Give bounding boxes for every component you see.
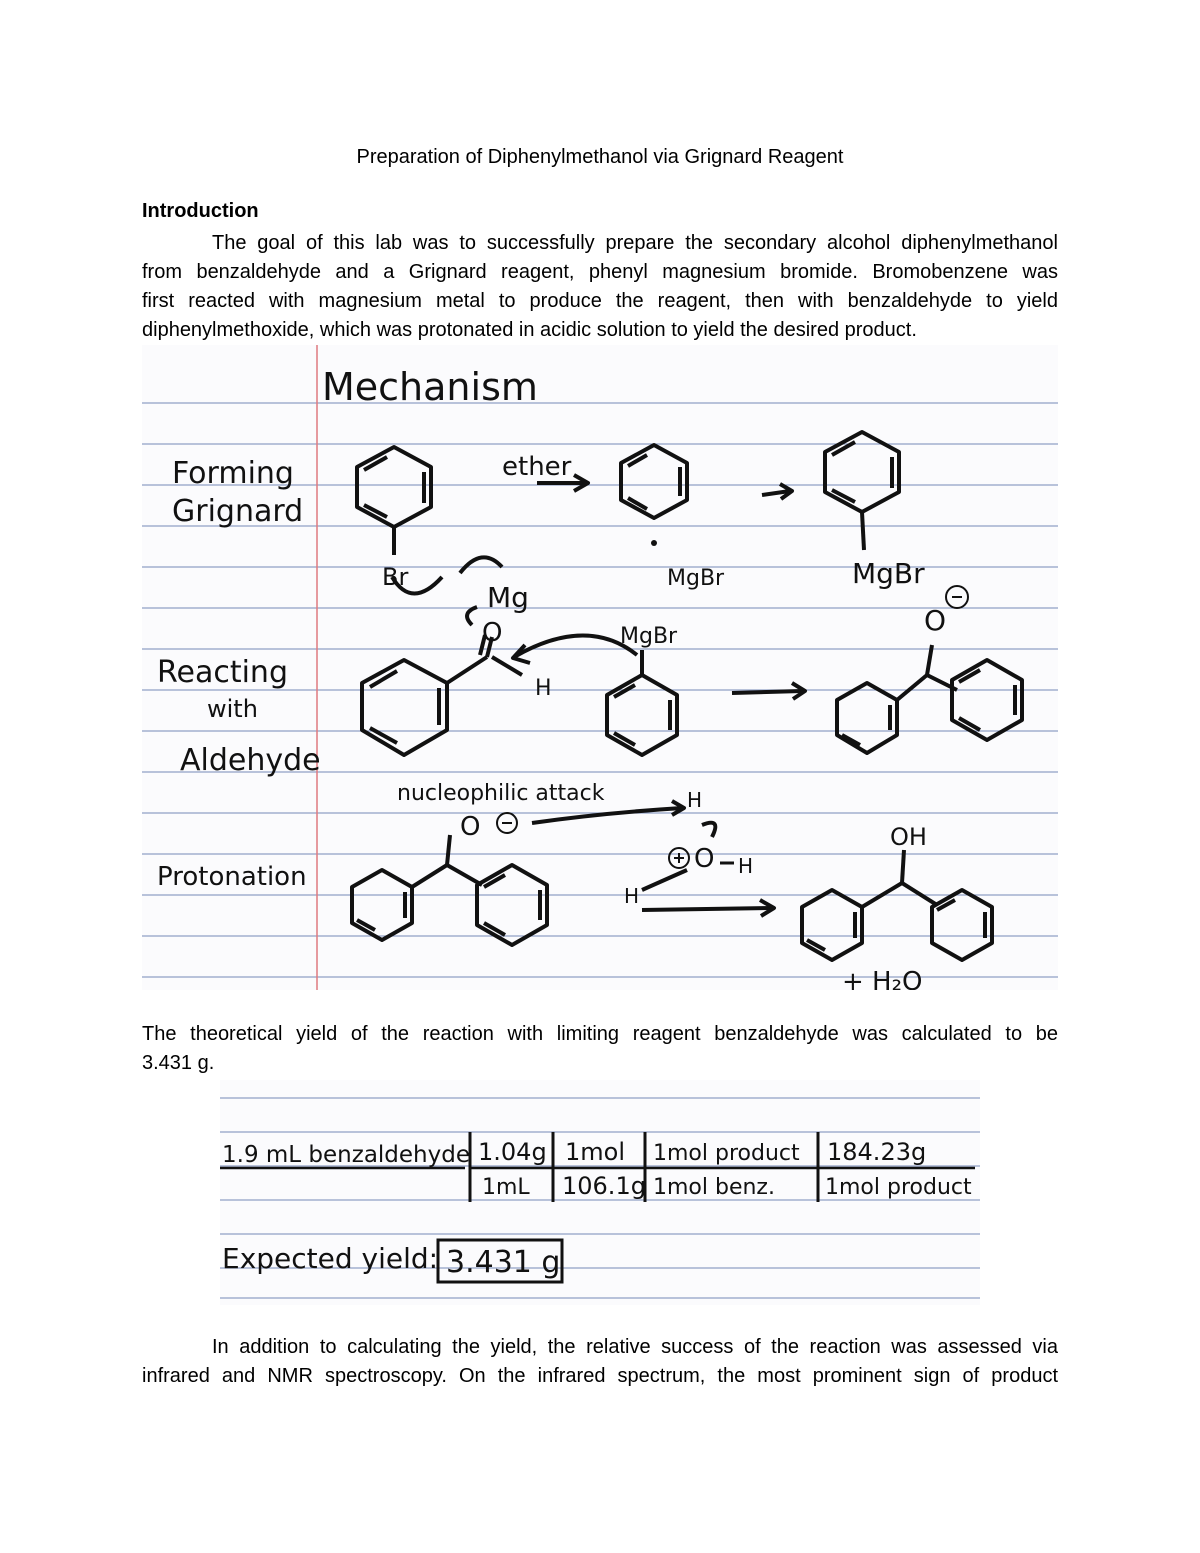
text-line: diphenylmethoxide, which was protonated in acidic solution to yield the desired product. (142, 319, 917, 341)
yield-paragraph (142, 1020, 1058, 1078)
calc-cell: 1mol (565, 1138, 625, 1166)
reagent-label: ether (502, 452, 572, 482)
text-line: 3.431 g. (142, 1052, 215, 1074)
expected-yield-label: Expected yield: (222, 1242, 439, 1275)
calculation-figure (220, 1080, 980, 1305)
annotation: nucleophilic attack (397, 781, 605, 806)
closing-paragraph (142, 1333, 1058, 1391)
structures (352, 432, 1022, 960)
group-label: MgBr (852, 557, 925, 590)
mechanism-drawing (142, 345, 1058, 990)
row-label: Grignard (172, 494, 304, 529)
row-label: Reacting (157, 655, 288, 690)
atom-label: H (624, 884, 640, 908)
section-heading-introduction: Introduction (142, 200, 259, 222)
row-label: Protonation (157, 862, 307, 892)
text-line: The goal of this lab was to successfully prepare the secondary alcohol diphenylmethanol (212, 232, 1058, 254)
atom-label: OH (890, 823, 927, 851)
group-label: MgBr (620, 624, 678, 649)
group-label: MgBr (667, 566, 725, 591)
atom-label: H (738, 854, 754, 878)
radical-dot (651, 540, 657, 546)
text-line: from benzaldehyde and a Grignard reagent, phenyl magnesium bromide. Bromobenzene was (142, 261, 1058, 283)
row-label: Forming (172, 456, 294, 491)
mechanism-heading: Mechanism (322, 365, 538, 409)
calc-cell: 184.23g (827, 1138, 927, 1166)
byproduct-label: + H₂O (842, 967, 923, 990)
atom-label: O (694, 844, 715, 874)
calc-cell: 1.9 mL benzaldehyde (222, 1142, 470, 1168)
atom-label: O (460, 812, 481, 842)
expected-yield-value: 3.431 g (446, 1245, 561, 1280)
atom-label: Br (382, 563, 409, 591)
atom-label: O (924, 604, 947, 637)
atom-label: H (535, 676, 552, 701)
text-line: first reacted with magnesium metal to produce the reagent, then with benzaldehyde to yield (142, 290, 1058, 312)
row-label: with (207, 695, 258, 723)
atom-label: Mg (487, 581, 529, 614)
atom-label: O (482, 618, 503, 648)
calc-cell: 1mL (482, 1175, 530, 1200)
calc-cell: 1mol product (653, 1141, 800, 1166)
text-line: infrared and NMR spectroscopy. On the infrared spectrum, the most prominent sign of product (142, 1365, 1058, 1387)
calc-cell: 1mol benz. (653, 1175, 775, 1200)
mechanism-figure (142, 345, 1058, 990)
row-label: Aldehyde (180, 743, 321, 778)
text-line: In addition to calculating the yield, the relative success of the reaction was assessed via (212, 1336, 1058, 1358)
calculation-drawing (220, 1080, 980, 1305)
atom-label: H (687, 788, 703, 812)
calc-cell: 1.04g (478, 1138, 547, 1166)
intro-paragraph (142, 229, 1058, 345)
page-title: Preparation of Diphenylmethanol via Grignard Reagent (356, 146, 844, 168)
calc-cell: 1mol product (825, 1175, 972, 1200)
calc-cell: 106.1g (562, 1172, 646, 1200)
text-line: The theoretical yield of the reaction with limiting reagent benzaldehyde was calculated to be (142, 1023, 1058, 1045)
